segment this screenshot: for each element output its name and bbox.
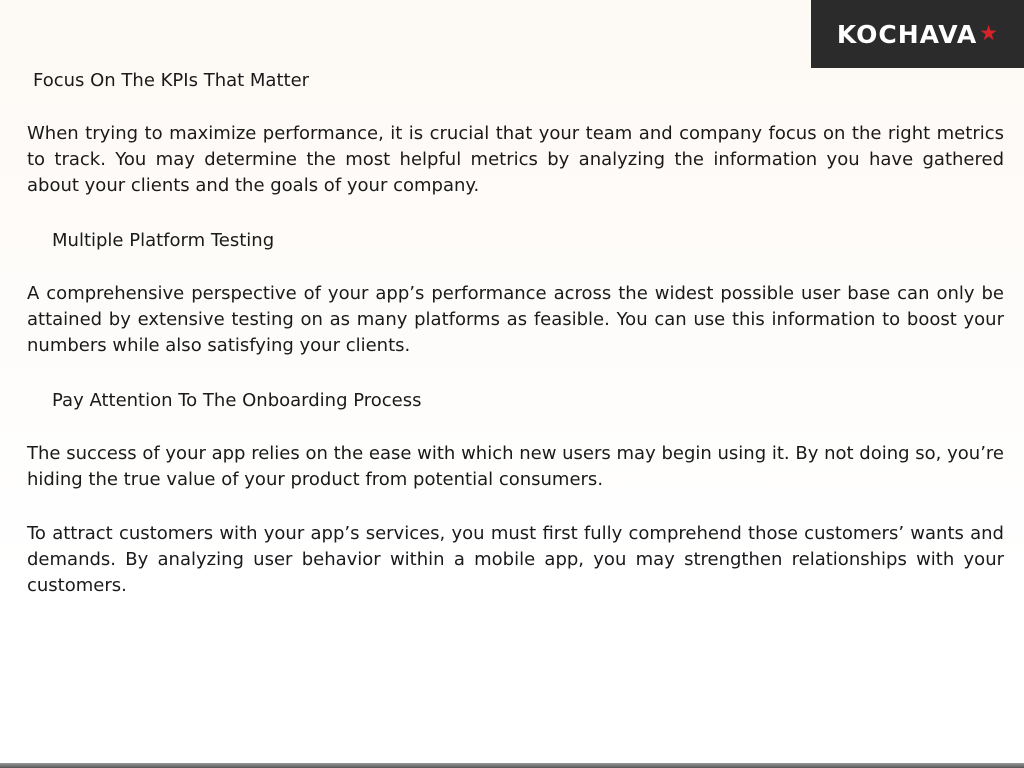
platform-testing-heading: Multiple Platform Testing — [52, 230, 275, 251]
closing-paragraph: To attract customers with your app’s services, you must first fully comprehend those customers’ wants and demands. By analyzing user behavior within a mobile app, you may strengthen relationships with your customers. — [27, 523, 1004, 596]
star-icon: ★ — [979, 21, 999, 45]
kpi-heading: Focus On The KPIs That Matter — [33, 70, 310, 91]
kochava-logo — [811, 0, 1024, 68]
platform-testing-paragraph: A comprehensive perspective of your app’s performance across the widest possible user base can only be attained by extensive testing on as many platforms as feasible. You can use this information to boost your numbers while also satisfying your clients. — [27, 283, 1004, 356]
onboarding-heading: Pay Attention To The Onboarding Process — [52, 390, 422, 411]
kpi-paragraph: When trying to maximize performance, it is crucial that your team and company focus on the right metrics to track. You may determine the most helpful metrics by analyzing the information you have gathered about your clients and the goals of your company. — [27, 123, 1004, 196]
logo-text: KOCHAVA — [836, 19, 978, 49]
footer-divider — [0, 763, 1024, 768]
document-body — [27, 67, 1004, 599]
onboarding-paragraph: The success of your app relies on the ease with which new users may begin using it. By not doing so, you’re hiding the true value of your product from potential consumers. — [27, 443, 1004, 490]
